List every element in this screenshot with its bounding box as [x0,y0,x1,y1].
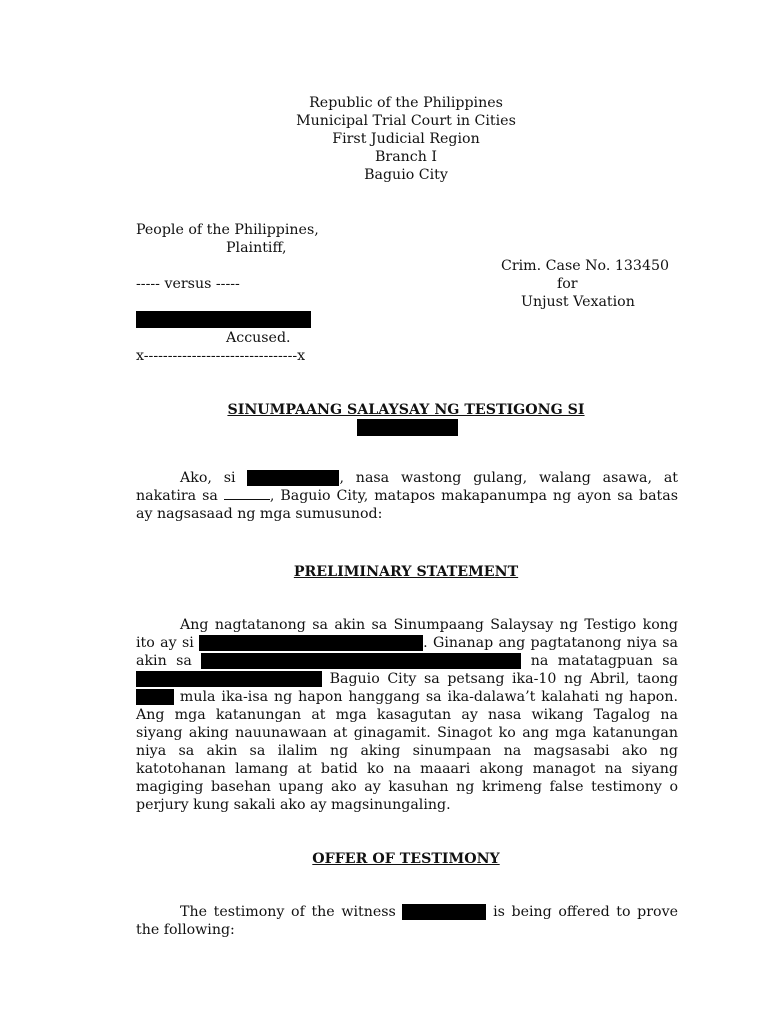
court-caption [0,94,768,184]
intro-line: nakatira sa , Baguio City, matapos makapanumpa ng ayon sa batas [136,488,678,504]
redacted-investigator-name [199,635,423,651]
redacted-year [136,689,174,705]
preliminary-heading: PRELIMINARY STATEMENT [293,564,519,580]
preliminary-paragraph [136,616,678,814]
caption-line: First Judicial Region [332,131,480,147]
preliminary-line: ito ay si . Ginanap ang pagtatanong niya sa [136,635,679,651]
offer-line: The testimony of the witness is being offered to prove [180,904,678,920]
preliminary-line: akin sa na matatagpuan sa [136,653,679,669]
case-offense: Unjust Vexation [521,294,635,310]
accused-role: Accused. [226,330,291,346]
offer-paragraph [136,903,678,939]
plaintiff-role: Plaintiff, [226,240,287,256]
preliminary-line: niya sa akin sa ilalim ng aking sinumpaan na magsasabi ako ng [136,743,678,759]
preliminary-line: mula ika-isa ng hapon hanggang sa ika-dalawa’t kalahati ng hapon. [136,688,678,706]
affidavit-title: SINUMPAANG SALAYSAY NG TESTIGONG SI [227,402,585,418]
caption-separator: x--------------------------------x [136,348,306,364]
preliminary-line: katotohanan lamang at batid ko na maaari akong managot na siyang [136,761,678,777]
preliminary-line: perjury kung sakali ako ay magsinungaling. [136,797,451,813]
redacted-affiant-name [247,470,339,486]
versus-line: ----- versus ----- [136,276,240,292]
redacted-witness-title-name [357,419,458,436]
preliminary-line: Baguio City sa petsang ika-10 ng Abril, taong [136,670,678,688]
preliminary-line: Ang mga katanungan at mga kasagutan ay nasa wikang Tagalog na [136,707,678,723]
preliminary-line: magiging basehan upang ako ay kasuhan ng krimeng false testimony o [136,779,678,795]
offer-heading: OFFER OF TESTIMONY [312,851,500,867]
preliminary-line: siyang aking nauunawaan at ginagamit. Sinagot ko ang mga katanungan [136,725,678,741]
caption-line: Municipal Trial Court in Cities [296,113,516,129]
caption-line: Republic of the Philippines [309,95,503,111]
intro-line: Ako, si , nasa wastong gulang, walang asawa, at [180,470,678,486]
case-number: Crim. Case No. 133450 [501,258,670,274]
redacted-location [201,653,521,669]
plaintiff-name: People of the Philippines, [136,222,319,238]
redacted-witness-name [402,904,486,920]
intro-line: ay nagsasaad ng mga sumusunod: [136,506,383,522]
intro-paragraph [136,469,678,523]
address-blank [224,487,270,500]
case-for: for [557,276,578,292]
caption-line: Branch I [374,149,437,165]
redacted-location-continued [136,671,322,687]
preliminary-line: Ang nagtatanong sa akin sa Sinumpaang Salaysay ng Testigo kong [180,617,678,633]
caption-line: Baguio City [364,167,448,183]
offer-line: the following: [136,922,235,938]
redacted-accused-name [136,311,311,328]
